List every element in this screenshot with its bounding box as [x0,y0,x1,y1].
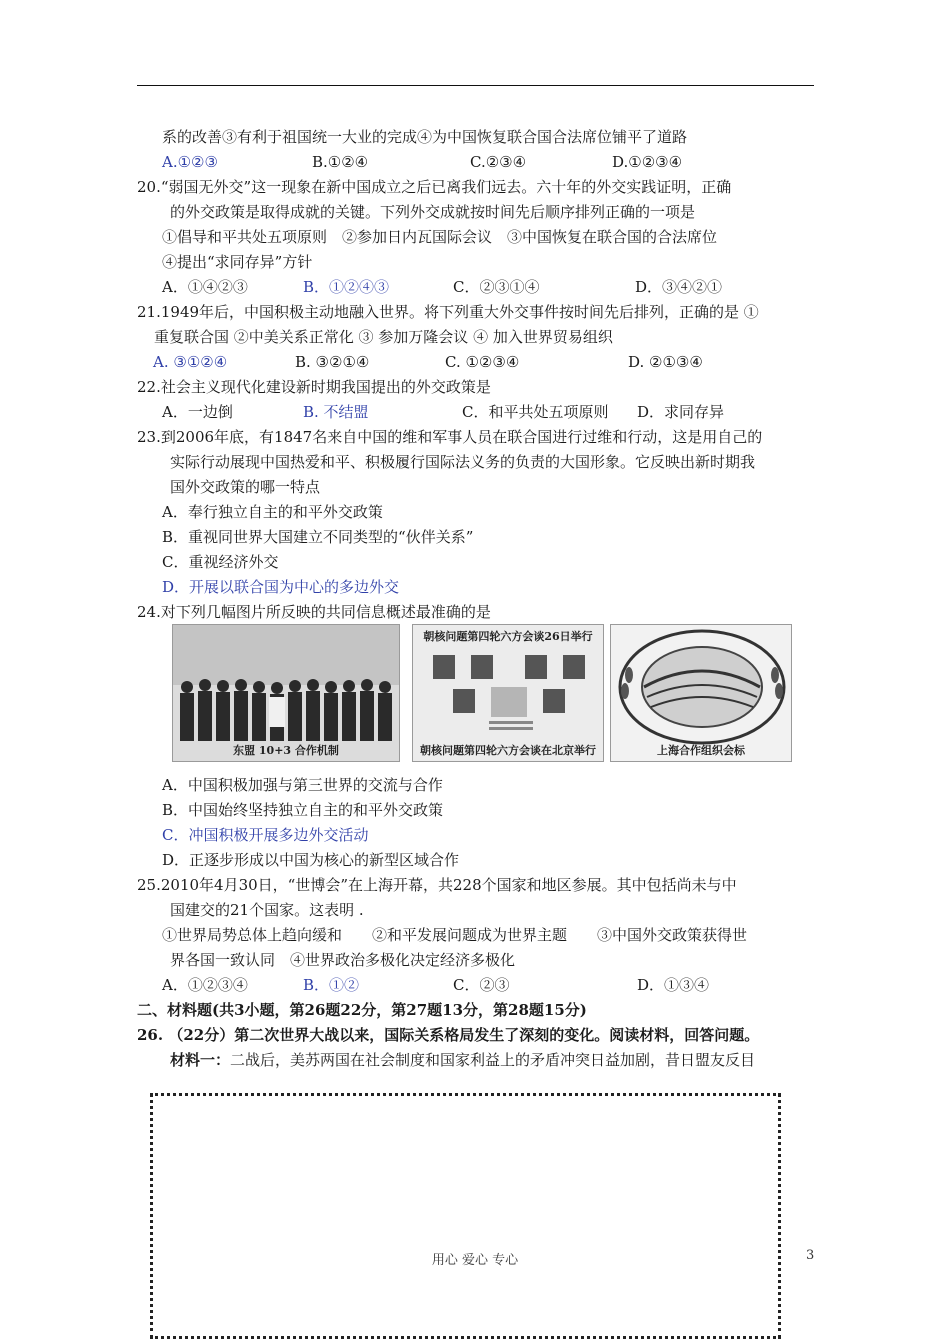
option-c: C．和平共处五项原则 [462,403,609,421]
q19-continuation: 系的改善③有利于祖国统一大业的完成④为中国恢复联合国合法席位铺平了道路 [162,128,688,146]
q20-line-1: 20.“弱国无外交”这一现象在新中国成立之后已离我们远去。六十年的外交实践证明，正确 [137,178,732,196]
q20-line-3: ①倡导和平共处五项原则 ②参加日内瓦国际会议 ③中国恢复在联合国的合法席位 [162,228,718,246]
clipping-headline: 朝核问题第四轮六方会谈26日举行 [423,630,593,643]
option-b: B.①②④ [312,153,369,171]
q24-option-d: D．正逐步形成以中国为核心的新型区域合作 [162,851,460,869]
q24-images [172,624,792,762]
caption: 朝核问题第四轮六方会谈在北京举行 [420,744,596,757]
caption: 上海合作组织会标 [657,744,745,757]
q23-option-a: A．奉行独立自主的和平外交政策 [162,503,383,521]
q23-option-d: D．开展以联合国为中心的多边外交 [162,578,400,596]
q26-material-1 [170,1048,860,1072]
q24-option-b: B．中国始终坚持独立自主的和平外交政策 [162,801,444,819]
q24-line-1: 24.对下列几幅图片所反映的共同信息概述最准确的是 [137,603,491,621]
q26-line-1: 26. （22分）第二次世界大战以来，国际关系格局发生了深刻的变化。阅读材料，回答问题。 [137,1026,760,1044]
q25-line-4: 界各国一致认同 ④世界政治多极化决定经济多极化 [170,951,516,969]
sco-emblem [610,624,792,762]
q25-line-2: 国建交的21个国家。这表明 . [170,901,364,919]
material-text: 二战后，美苏两国在社会制度和国家利益上的矛盾冲突日益加剧，昔日盟友反目 [230,1051,756,1069]
q23-line-3: 国外交政策的哪一特点 [170,478,321,496]
option-a: A．①②③④ [162,976,248,994]
q24-option-c: C．冲国积极开展多边外交活动 [162,826,369,844]
option-b: B．①②④③ [303,278,390,296]
option-c: C. ①②③④ [445,353,520,371]
option-b: B. 不结盟 [303,403,369,421]
option-a: A．①④②③ [162,278,248,296]
q21-line-2: 重复联合国 ②中美关系正常化 ③ 参加万隆会议 ④ 加入世界贸易组织 [154,328,613,346]
option-b: B. ③②①④ [295,353,370,371]
six-party-talks-clipping [412,624,604,762]
q25-line-3: ①世界局势总体上趋向缓和 ②和平发展问题成为世界主题 ③中国外交政策获得世 [162,926,748,944]
q23-option-b: B．重视同世界大国建立不同类型的“伙伴关系” [162,528,474,546]
option-d: D．求同存异 [637,403,725,421]
material-label: 材料一： [170,1051,231,1069]
page-footer: 用心 爱心 专心 [431,1253,519,1268]
q25-line-1: 25.2010年4月30日，“世博会”在上海开幕，共228个国家和地区参展。其中包括尚未与中 [137,876,737,894]
option-c: C.②③④ [470,153,527,171]
q22-line-1: 22.社会主义现代化建设新时期我国提出的外交政策是 [137,378,491,396]
q20-line-2: 的外交政策是取得成就的关键。下列外交成就按时间先后顺序排列正确的一项是 [170,203,696,221]
option-a: A．一边倒 [162,403,233,421]
option-b: B．①② [303,976,360,994]
section-2-heading: 二、材料题(共3小题，第26题22分，第27题13分，第28题15分) [137,1001,587,1019]
option-d: D. ②①③④ [628,353,703,371]
asean-photo [172,624,400,762]
option-a: A.①②③ [162,153,218,171]
q24-option-a: A．中国积极加强与第三世界的交流与合作 [162,776,443,794]
option-c: C．②③ [453,976,510,994]
page-number: 3 [806,1248,815,1263]
q23-line-1: 23.到2006年底，有1847名来自中国的维和军事人员在联合国进行过维和行动，这是用自己的 [137,428,763,446]
caption: 东盟 10+3 合作机制 [233,744,339,757]
answer-box [150,1093,781,1339]
option-d: D．③④②① [635,278,723,296]
option-d: D.①②③④ [612,153,683,171]
option-d: D．①③④ [637,976,710,994]
q20-line-4: ④提出“求同存异”方针 [162,253,313,271]
q23-line-2: 实际行动展现中国热爱和平、积极履行国际法义务的负责的大国形象。它反映出新时期我 [170,453,756,471]
option-c: C．②③①④ [453,278,540,296]
q21-line-1: 21.1949年后，中国积极主动地融入世界。将下列重大外交事件按时间先后排列，正确的是 ① [137,303,759,321]
option-a: A. ③①②④ [153,353,228,371]
q23-option-c: C．重视经济外交 [162,553,279,571]
header-rule [137,85,814,86]
